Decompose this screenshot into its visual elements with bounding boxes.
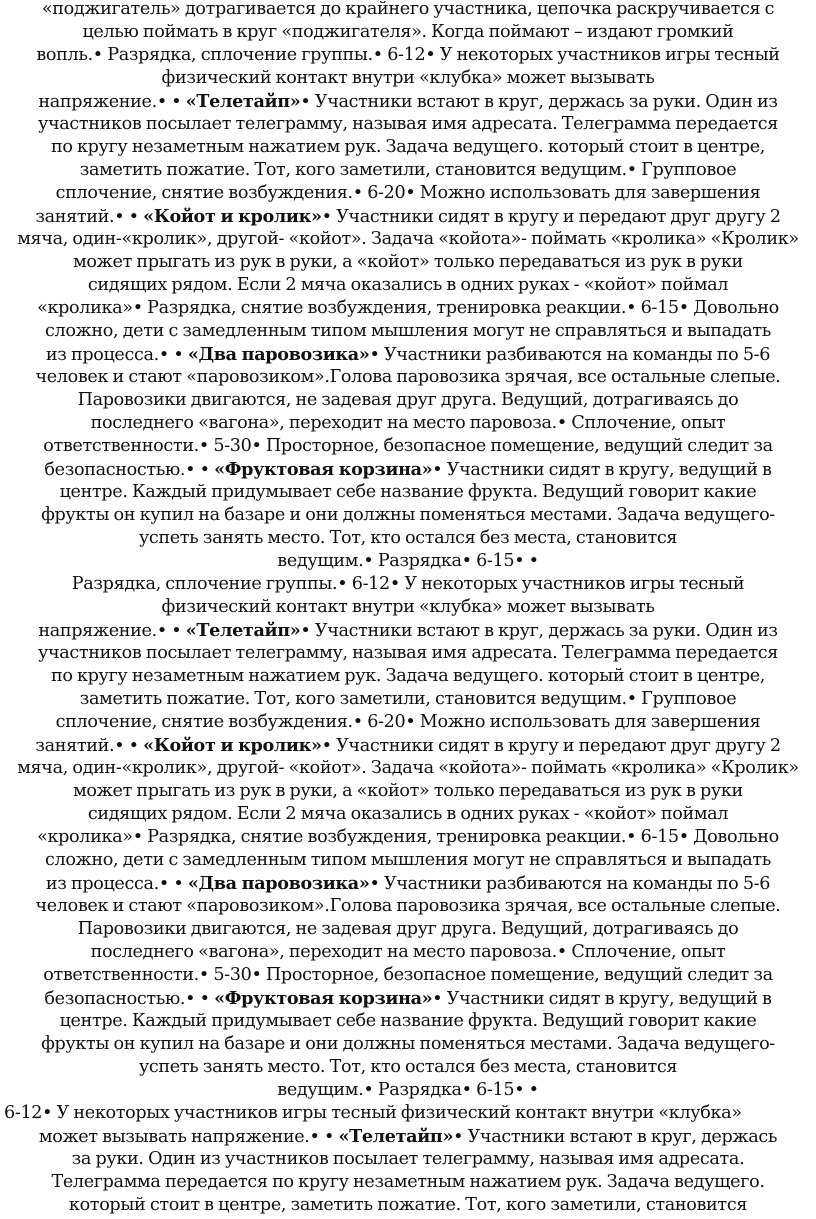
text-segment: Телеграмма передается по кругу незаметным нажатием рук. Задача ведущего.	[51, 1172, 765, 1192]
text-segment: физический контакт внутри «клубка» может вызывать	[161, 597, 655, 617]
text-segment: сложно, дети с замедленным типом мышления могут не справляться и выпадать	[44, 850, 772, 870]
text-segment: сидящих рядом. Если 2 мяча оказались в одних руках - «койот» поймал	[87, 804, 729, 824]
text-segment: 6-12• У некоторых участников игры тесный физический контакт внутри «клубка»	[4, 1103, 742, 1123]
text-line	[2, 826, 814, 849]
text-line	[2, 780, 814, 803]
text-segment: • Участники встают в круг, держась	[453, 1127, 778, 1147]
text-line	[2, 573, 814, 596]
text-line	[2, 343, 814, 366]
text-line	[2, 964, 814, 987]
text-segment: • Участники сидят в кругу, ведущий в	[432, 460, 772, 480]
text-line	[2, 1148, 814, 1171]
text-line	[2, 0, 814, 21]
text-segment: заметить пожатие. Тот, кого заметили, становится ведущим.• Групповое	[79, 160, 737, 180]
text-line	[2, 44, 814, 67]
text-line	[2, 1079, 814, 1102]
text-segment: может прыгать из рук в руки, а «койот» только передаваться из рук в руки	[73, 252, 743, 272]
text-segment: • Участники встают в круг, держась за руки. Один из	[300, 621, 778, 641]
text-segment: занятий.• •	[35, 207, 144, 227]
text-line	[2, 1010, 814, 1033]
text-line	[2, 619, 814, 642]
text-segment: напряжение.• •	[38, 92, 186, 112]
text-segment: человек и стают «паровозиком».Голова паровозика зрячая, все остальные слепые.	[35, 367, 781, 387]
text-segment: успеть занять место. Тот, кто остался без места, становится	[138, 1057, 678, 1077]
text-segment: из процесса.• •	[45, 874, 188, 894]
text-segment: центре. Каждый придумывает себе название фрукта. Ведущий говорит какие	[59, 482, 757, 502]
text-line	[2, 1171, 814, 1194]
text-line	[2, 918, 814, 941]
text-line	[2, 941, 814, 964]
text-segment: сплочение, снятие возбуждения.• 6-20• Можно использовать для завершения	[55, 712, 761, 732]
game-title: «Койот и кролик»	[143, 735, 322, 756]
game-title: «Койот и кролик»	[143, 206, 322, 227]
text-line	[2, 596, 814, 619]
text-segment: мяча, один-«кролик», другой- «койот». Задача «койота»- поймать «кролика» «Кролик»	[17, 229, 799, 249]
text-line	[2, 987, 814, 1010]
text-segment: сидящих рядом. Если 2 мяча оказались в одних руках - «койот» поймал	[87, 275, 729, 295]
text-segment: Паровозики двигаются, не задевая друг друга. Ведущий, дотрагиваясь до	[77, 919, 739, 939]
game-title: «Два паровозика»	[187, 873, 370, 894]
text-line	[2, 228, 814, 251]
text-line	[2, 320, 814, 343]
text-segment: последнего «вагона», переходит на место паровоза.• Сплочение, опыт	[90, 942, 726, 962]
text-segment: Разрядка, сплочение группы.• 6-12• У некоторых участников игры тесный	[71, 574, 745, 594]
text-segment: может вызывать напряжение.• •	[38, 1127, 339, 1147]
text-line	[2, 757, 814, 780]
text-segment: • Участники сидят в кругу и передают друг другу 2	[321, 736, 781, 756]
text-line	[2, 412, 814, 435]
text-segment: мяча, один-«кролик», другой- «койот». Задача «койота»- поймать «кролика» «Кролик»	[17, 758, 799, 778]
text-segment: из процесса.• •	[45, 345, 188, 365]
text-line	[2, 1056, 814, 1079]
text-segment: занятий.• •	[35, 736, 144, 756]
text-line	[2, 67, 814, 90]
text-segment: безопасностью.• •	[44, 460, 215, 480]
text-segment: участников посылает телеграмму, называя имя адресата. Телеграмма передается	[37, 643, 779, 663]
text-segment: по кругу незаметным нажатием рук. Задача ведущего. который стоит в центре,	[50, 666, 766, 686]
text-segment: Паровозики двигаются, не задевая друг друга. Ведущий, дотрагиваясь до	[77, 390, 739, 410]
text-line	[2, 481, 814, 504]
game-title: «Телетайп»	[185, 620, 301, 641]
text-line	[2, 113, 814, 136]
text-line	[2, 895, 814, 918]
text-segment: • Участники встают в круг, держась за руки. Один из	[300, 92, 778, 112]
text-line	[2, 389, 814, 412]
text-segment: «кролика»• Разрядка, снятие возбуждения, тренировка реакции.• 6-15• Довольно	[37, 827, 779, 847]
text-line	[2, 458, 814, 481]
text-line	[2, 1102, 814, 1125]
text-segment: • Участники сидят в кругу и передают друг другу 2	[321, 207, 781, 227]
text-line	[2, 527, 814, 550]
text-line	[2, 550, 814, 573]
text-segment: • Участники разбиваются на команды по 5-6	[369, 345, 771, 365]
text-line	[2, 665, 814, 688]
text-line	[2, 274, 814, 297]
text-segment: «поджигатель» дотрагивается до крайнего участника, цепочка раскручивается с	[41, 0, 775, 19]
text-segment: который стоит в центре, заметить пожатие. Тот, кого заметили, становится	[68, 1195, 748, 1215]
text-segment: физический контакт внутри «клубка» может вызывать	[161, 68, 655, 88]
text-line	[2, 21, 814, 44]
text-line	[2, 251, 814, 274]
text-segment: ответственности.• 5-30• Просторное, безопасное помещение, ведущий следит за	[43, 436, 773, 456]
text-segment: успеть занять место. Тот, кто остался без места, становится	[138, 528, 678, 548]
text-line	[2, 1125, 814, 1148]
text-segment: последнего «вагона», переходит на место паровоза.• Сплочение, опыт	[90, 413, 726, 433]
game-title: «Телетайп»	[338, 1126, 454, 1147]
text-line	[2, 435, 814, 458]
text-segment: сплочение, снятие возбуждения.• 6-20• Можно использовать для завершения	[55, 183, 761, 203]
text-segment: «кролика»• Разрядка, снятие возбуждения, тренировка реакции.• 6-15• Довольно	[37, 298, 779, 318]
text-line	[2, 182, 814, 205]
text-line	[2, 159, 814, 182]
text-segment: • Участники сидят в кругу, ведущий в	[432, 989, 772, 1009]
text-line	[2, 872, 814, 895]
text-line	[2, 1194, 814, 1217]
text-segment: безопасностью.• •	[44, 989, 215, 1009]
text-line	[2, 803, 814, 826]
text-line	[2, 734, 814, 757]
text-segment: за руки. Один из участников посылает телеграмму, называя имя адресата.	[71, 1149, 745, 1169]
text-line	[2, 642, 814, 665]
text-line	[2, 504, 814, 527]
text-segment: центре. Каждый придумывает себе название фрукта. Ведущий говорит какие	[59, 1011, 757, 1031]
text-segment: вопль.• Разрядка, сплочение группы.• 6-12• У некоторых участников игры тесный	[36, 45, 780, 65]
text-segment: по кругу незаметным нажатием рук. Задача ведущего. который стоит в центре,	[50, 137, 766, 157]
text-segment: ведущим.• Разрядка• 6-15• •	[277, 551, 539, 571]
game-title: «Телетайп»	[185, 91, 301, 112]
text-line	[2, 205, 814, 228]
text-segment: целью поймать в круг «поджигателя». Когда поймают – издают громкий	[82, 22, 734, 42]
text-line	[2, 1033, 814, 1056]
game-title: «Фруктовая корзина»	[214, 459, 433, 480]
text-segment: фрукты он купил на базаре и они должны поменяться местами. Задача ведущего-	[41, 1034, 775, 1054]
text-line	[2, 297, 814, 320]
text-segment: заметить пожатие. Тот, кого заметили, становится ведущим.• Групповое	[79, 689, 737, 709]
text-segment: может прыгать из рук в руки, а «койот» только передаваться из рук в руки	[73, 781, 743, 801]
text-segment: человек и стают «паровозиком».Голова паровозика зрячая, все остальные слепые.	[35, 896, 781, 916]
text-line	[2, 366, 814, 389]
text-segment: участников посылает телеграмму, называя имя адресата. Телеграмма передается	[37, 114, 779, 134]
text-line	[2, 711, 814, 734]
text-segment: ведущим.• Разрядка• 6-15• •	[277, 1080, 539, 1100]
text-line	[2, 136, 814, 159]
text-line	[2, 688, 814, 711]
game-title: «Фруктовая корзина»	[214, 988, 433, 1009]
document-text	[2, 0, 814, 1217]
text-segment: напряжение.• •	[38, 621, 186, 641]
text-segment: сложно, дети с замедленным типом мышления могут не справляться и выпадать	[44, 321, 772, 341]
text-segment: фрукты он купил на базаре и они должны поменяться местами. Задача ведущего-	[41, 505, 775, 525]
text-segment: • Участники разбиваются на команды по 5-6	[369, 874, 771, 894]
text-line	[2, 849, 814, 872]
text-segment: ответственности.• 5-30• Просторное, безопасное помещение, ведущий следит за	[43, 965, 773, 985]
game-title: «Два паровозика»	[187, 344, 370, 365]
text-line	[2, 90, 814, 113]
